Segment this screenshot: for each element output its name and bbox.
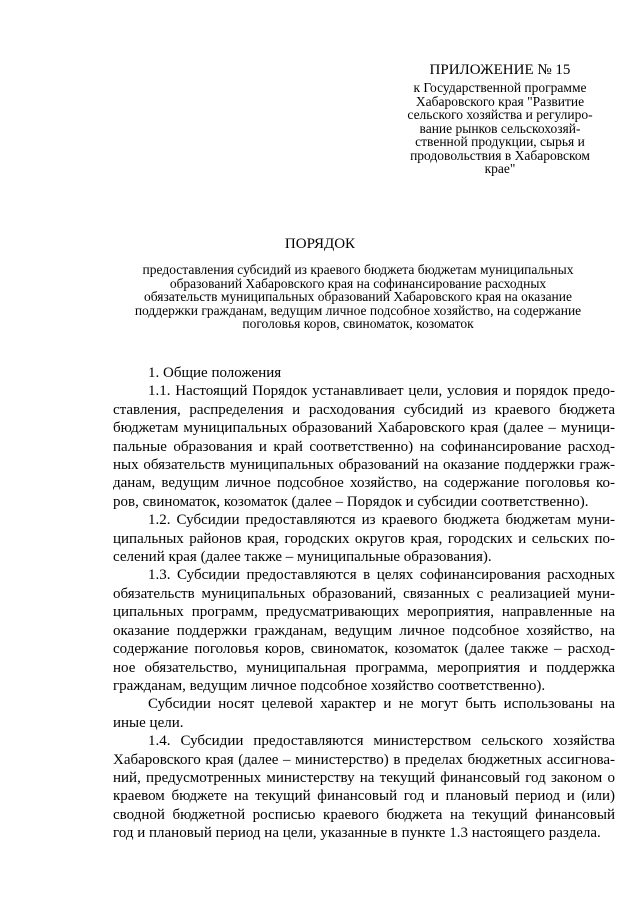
body-line: 1.2. Субсидии предоставляются из краевого бюджета бюджетам муни- bbox=[148, 512, 615, 529]
subtitle-line: обязательств муниципальных образований Хабаровского края на оказание bbox=[143, 289, 572, 304]
body-line: ных обязательств муниципальных образований на оказание поддержки граж- bbox=[113, 457, 615, 474]
body-line: Хабаровского края (далее – министерство) в пределах бюджетных ассигнова- bbox=[113, 751, 615, 768]
document-body bbox=[113, 364, 615, 843]
subtitle-line: поголовья коров, свиноматок, козоматок bbox=[242, 316, 474, 331]
section-heading: 1. Общие положения bbox=[148, 365, 282, 381]
body-line: бюджетам муниципальных образований Хабаровского края (далее – муници- bbox=[113, 420, 615, 437]
body-line: обязательств муниципальных образований, связанных с реализацией муни- bbox=[113, 585, 615, 602]
body-line: ное обязательство, муниципальная программа, мероприятия и поддержка bbox=[113, 659, 615, 676]
body-line: Субсидии носят целевой характер и не могут быть использованы на bbox=[148, 696, 615, 713]
body-line: гражданам, ведущим личное подсобное хозяйство соответственно). bbox=[113, 677, 546, 694]
appendix-title: ПРИЛОЖЕНИЕ № 15 bbox=[429, 62, 571, 78]
body-line: данам, ведущим личное подсобное хозяйство, на содержание поголовья ко- bbox=[113, 475, 615, 492]
appendix-reference bbox=[392, 81, 608, 176]
appendix-header bbox=[392, 60, 608, 176]
body-line: содержание поголовья коров, свиноматок, козоматок (далее также – расход- bbox=[113, 641, 615, 658]
appendix-line: Хабаровского края "Развитие bbox=[415, 93, 585, 109]
body-line: 1.1. Настоящий Порядок устанавливает цели, условия и порядок предо- bbox=[148, 383, 615, 400]
body-line: краевом бюджете на текущий финансовый год и плановый период и (или) bbox=[113, 788, 615, 805]
document-subtitle bbox=[96, 263, 620, 331]
body-line: 1.3. Субсидии предоставляются в целях софинансирования расходных bbox=[148, 567, 615, 584]
body-line: селений края (далее также – муниципальные образования). bbox=[113, 549, 492, 566]
subtitle-line: предоставления субсидий из краевого бюджета бюджетам муниципальных bbox=[142, 262, 574, 277]
body-line: ставления, распределения и расходования субсидий из краевого бюджета bbox=[113, 401, 615, 418]
appendix-line: к Государственной программе bbox=[413, 80, 587, 95]
body-line: ципальных районов края, городских округов края, городских и сельских по- bbox=[113, 530, 615, 547]
subtitle-line: поддержки гражданам, ведущим личное подсобное хозяйство, на содержание bbox=[134, 302, 582, 318]
body-line: пальные образования и край соответственно) на софинансирование расход- bbox=[113, 438, 615, 455]
document-title: ПОРЯДОК bbox=[284, 236, 356, 252]
body-line: иные цели. bbox=[113, 714, 184, 731]
body-line: 1.4. Субсидии предоставляются министерством сельского хозяйства bbox=[148, 733, 615, 750]
appendix-line: крае" bbox=[484, 161, 516, 176]
body-line: ний, предусмотренных министерству на текущий финансовый год законом о bbox=[113, 769, 615, 786]
body-line: ципальных программ, предусматривающих мероприятия, направленные на bbox=[113, 604, 615, 621]
body-line: год и плановый период на цели, указанные в пункте 1.3 настоящего раздела. bbox=[113, 825, 601, 842]
body-line: сводной бюджетной росписью краевого бюджета на текущий финансовый bbox=[113, 806, 615, 823]
body-line: оказание поддержки гражданам, ведущим личное подсобное хозяйство, на bbox=[113, 622, 615, 639]
appendix-line: сельского хозяйства и регулиро- bbox=[407, 107, 593, 122]
appendix-line: продовольствия в Хабаровском bbox=[410, 147, 590, 163]
body-line: ров, свиноматок, козоматок (далее – Порядок и субсидии соответственно). bbox=[113, 493, 589, 510]
subtitle-line: образований Хабаровского края на софинансирование расходных bbox=[169, 275, 547, 291]
appendix-line: вание рынков сельскохозяй- bbox=[419, 120, 581, 136]
appendix-line: ственной продукции, сырья и bbox=[415, 134, 585, 149]
